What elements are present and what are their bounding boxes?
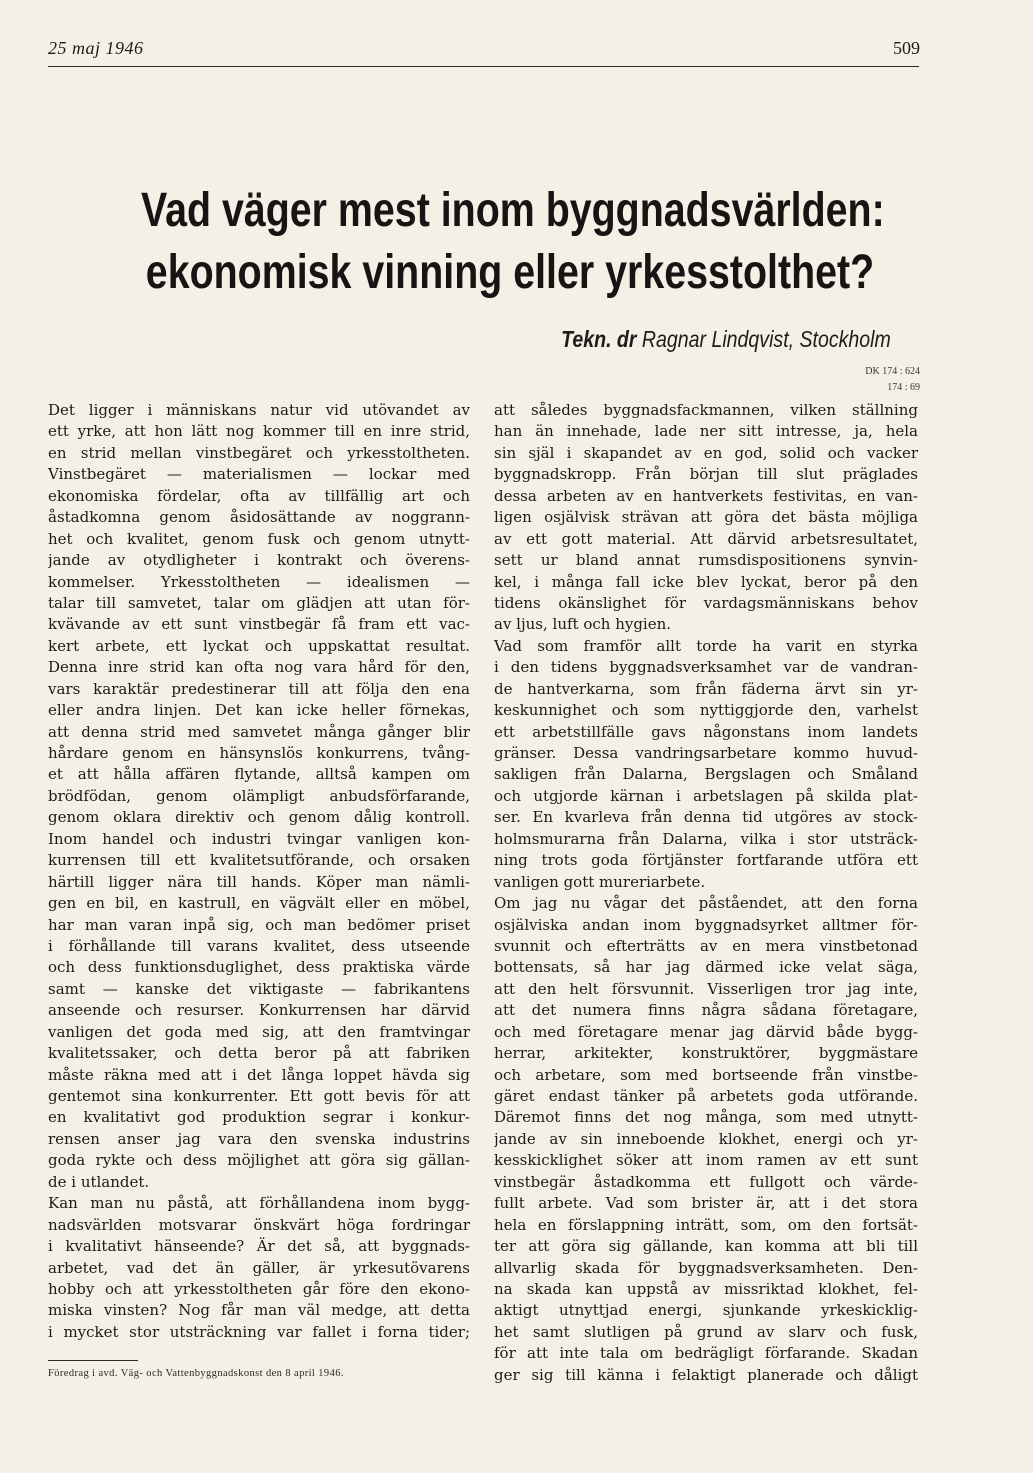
text-line: kert arbete, ett lyckat och uppskattat resultat.: [48, 636, 470, 655]
right-column: [494, 400, 918, 1386]
text-line: ett arbetstillfälle gavs någonstans inom landets: [494, 722, 918, 741]
text-line: i kvalitativt hänseende? Är det så, att byggnads-: [48, 1237, 470, 1256]
text-line: vanligen gott mureriarbete.: [494, 872, 706, 891]
text-line: kel, i många fall icke blev lyckat, beror på den: [494, 572, 918, 591]
text-line: härtill ligger nära till hands. Köper man nämli-: [48, 872, 470, 891]
text-line: för att inte tala om bedrägligt förfarande. Skadan: [494, 1344, 918, 1363]
text-line: goda rykte och dess möjlighet att göra sig gällan-: [48, 1151, 470, 1170]
text-line: byggnadskropp. Från början till slut präglades: [494, 465, 918, 484]
text-line: rensen anser jag vara den svenska industrins: [48, 1129, 470, 1148]
text-line: arbetet, vad det än gäller, är yrkesutövarens: [48, 1258, 470, 1277]
text-line: ser. En kvarleva från denna tid utgöres av stock-: [494, 808, 918, 827]
text-line: en strid mellan vinstbegäret och yrkesstoltheten.: [48, 443, 470, 462]
title-line-1: Vad väger mest inom byggnadsvärlden:: [141, 184, 885, 237]
text-line: het samt slutligen på grund av slarv och fusk,: [494, 1322, 918, 1341]
text-line: kesskicklighet söker att inom ramen av ett sunt: [494, 1151, 918, 1170]
text-line: sakligen från Dalarna, Bergslagen och Småland: [494, 765, 918, 784]
text-line: Denna inre strid kan ofta nog vara hård för den,: [48, 658, 470, 677]
text-line: jande av otydligheter i kontrakt och överens-: [48, 551, 470, 570]
text-line: eller andra linjen. Det kan icke heller förnekas,: [48, 701, 470, 720]
text-line: allvarlig skada för byggnadsverksamheten. Den-: [494, 1258, 918, 1277]
text-line: kvävande av ett sunt vinstbegär få fram ett vac-: [48, 615, 470, 634]
text-line: ter att göra sig gällande, kan komma att bli till: [494, 1237, 918, 1256]
text-line: anseende och resurser. Konkurrensen har därvid: [48, 1001, 470, 1020]
text-line: kurrensen till ett kvalitetsutförande, och orsaken: [48, 851, 470, 870]
text-line: av ljus, luft och hygien.: [494, 615, 672, 634]
text-line: ett yrke, att hon lätt nog kommer till en inre strid,: [48, 422, 470, 441]
text-line: hårdare genom en hänsynslös konkurrens, tvång-: [48, 744, 470, 762]
footnote: Föredrag i avd. Väg- och Vattenbyggnadskonst den 8 april 1946.: [48, 1368, 344, 1379]
author-byline: [561, 326, 891, 353]
text-line: vars karaktär predestinerar till att följa den ena: [48, 679, 470, 698]
footnote-rule: [48, 1360, 138, 1361]
text-line: svunnit och efterträtts av en mera vinstbetonad: [494, 936, 918, 955]
text-line: Vad som framför allt torde ha varit en styrka: [494, 636, 918, 655]
text-line: gentemot sina konkurrenter. Ett gott bevis för att: [48, 1087, 470, 1105]
text-line: holmsmurarna från Dalarna, vilka i stor utsträck-: [494, 829, 918, 848]
text-line: brödfödan, genom olämpligt anbudsförfarande,: [48, 786, 470, 805]
author-title: Tekn. dr: [561, 326, 637, 352]
text-line: och med företagare menar jag därvid både bygg-: [494, 1022, 918, 1041]
text-line: Inom handel och industri tvingar vanligen kon-: [48, 829, 470, 848]
author-name: Ragnar Lindqvist, Stockholm: [642, 326, 891, 352]
text-line: Om jag nu vågar det påståendet, att den forna: [494, 894, 918, 913]
text-line: de hantverkarna, som från fäderna ärvt sin yr-: [494, 679, 918, 698]
text-line: osjälviska andan inom byggnadsyrket alltmer för-: [494, 915, 918, 934]
text-line: talar till samvetet, talar om glädjen att utan för-: [48, 593, 470, 612]
text-line: gen en bil, en kastrull, en vägvält eller en möbel,: [48, 894, 470, 913]
text-line: aktigt utnyttjad energi, sjunkande yrkeskicklig-: [494, 1301, 918, 1320]
text-line: kvalitetssaker, och detta beror på att fabriken: [48, 1044, 470, 1063]
text-line: en kvalitativt god produktion segrar i konkur-: [48, 1108, 470, 1127]
text-line: nadsvärlden motsvarar önskvärt höga fordringar: [48, 1215, 470, 1234]
text-line: gränser. Dessa vandringsarbetare kommo huvud-: [494, 744, 918, 762]
text-line: et att hålla affären flytande, alltså kampen om: [48, 765, 470, 784]
text-line: miska vinsten? Nog får man väl medge, att detta: [48, 1301, 470, 1320]
text-line: ligen osjälvisk strävan att göra det bästa möjliga: [494, 508, 918, 527]
header-date: 25 maj 1946: [48, 38, 144, 58]
dk-code-line-2: 174 : 69: [887, 382, 920, 393]
text-line: har man varan inpå sig, och man bedömer priset: [48, 915, 470, 934]
text-line: och utgjorde kärnan i arbetslagen på skilda plat-: [494, 786, 918, 805]
text-line: i förhållande till varans kvalitet, dess utseende: [48, 936, 470, 955]
text-line: Det ligger i människans natur vid utövandet av: [48, 401, 470, 419]
text-line: Kan man nu påstå, att förhållandena inom bygg-: [48, 1194, 470, 1213]
text-line: samt — kanske det viktigaste — fabrikantens: [48, 979, 470, 998]
dk-classification: [865, 364, 920, 396]
text-line: att det numera finns några sådana företagare,: [494, 1001, 918, 1020]
text-line: herrar, arkitekter, konstruktörer, byggmästare: [494, 1044, 918, 1063]
text-line: att denna strid med samvetet många gånger blir: [48, 722, 470, 741]
text-line: fullt arbete. Vad som brister är, att i det stora: [494, 1194, 918, 1213]
text-line: bottensats, så har jag därmed icke velat säga,: [494, 958, 918, 977]
text-line: han än innehade, lade ner sitt intresse, ja, hela: [494, 422, 918, 441]
text-line: sin själ i skapandet av en god, solid och vacker: [494, 443, 918, 462]
text-line: Däremot finns det nog många, som med utnytt-: [494, 1108, 918, 1127]
text-line: genom oklara direktiv och genom dålig kontroll.: [48, 808, 470, 827]
header-rule: [48, 66, 919, 67]
text-line: att den helt försvunnit. Visserligen tror jag inte,: [494, 979, 918, 998]
text-line: sett ur bland annat rumsdispositionens synvin-: [494, 551, 918, 570]
text-line: dessa arbeten av en hantverkets festivitas, en van-: [494, 486, 918, 505]
text-line: att således byggnadsfackmannen, vilken ställning: [494, 401, 918, 419]
dk-code-line-1: DK 174 : 624: [865, 366, 920, 377]
text-line: Vinstbegäret — materialismen — lockar med: [48, 465, 470, 484]
text-line: åstadkomna genom åsidosättande av noggrann-: [48, 508, 470, 527]
title-line-2: ekonomisk vinning eller yrkesstolthet?: [145, 246, 875, 299]
text-line: keskunnighet och som nyttiggjorde den, varhelst: [494, 701, 918, 720]
text-line: het och kvalitet, genom fusk och genom utnytt-: [48, 529, 470, 548]
text-line: tidens okänslighet för vardagsmänniskans behov: [494, 593, 918, 612]
text-line: gäret endast tänker på arbetets goda utförande.: [494, 1087, 918, 1105]
text-line: ning trots goda förtjänster fortfarande utföra ett: [494, 851, 918, 870]
text-line: na skada kan uppstå av missriktad klokhet, fel-: [494, 1279, 918, 1298]
text-line: hobby och att yrkesstoltheten går före den ekono-: [48, 1279, 470, 1298]
text-line: ekonomiska fördelar, ofta av tillfällig art och: [48, 486, 470, 505]
text-line: och dess funktionsduglighet, dess praktiska värde: [48, 958, 470, 977]
text-line: ger sig till känna i felaktigt planerade och dåligt: [494, 1365, 918, 1384]
text-line: kommelser. Yrkesstoltheten — idealismen —: [48, 572, 470, 591]
text-line: de i utlandet.: [48, 1172, 150, 1191]
page-number: 509: [893, 38, 920, 58]
text-line: i den tidens byggnadsverksamhet var de vandran-: [494, 658, 918, 677]
article-title: [141, 180, 885, 304]
left-column: [48, 400, 470, 1343]
text-line: och arbetare, som med bortseende från vinstbe-: [494, 1065, 918, 1084]
text-line: vinstbegär åstadkomma ett fullgott och värde-: [494, 1172, 918, 1191]
text-line: i mycket stor utsträckning var fallet i forna tider;: [48, 1322, 470, 1341]
text-line: vanligen det goda med sig, att den framtvingar: [48, 1022, 470, 1041]
text-line: av ett gott material. Att därvid arbetsresultatet,: [494, 529, 918, 548]
text-line: jande av sin inneboende klokhet, energi och yr-: [494, 1129, 918, 1148]
text-line: måste räkna med att i det långa loppet hävda sig: [48, 1065, 470, 1084]
text-line: hela en förslappning inträtt, som, om den fortsät-: [494, 1215, 918, 1234]
